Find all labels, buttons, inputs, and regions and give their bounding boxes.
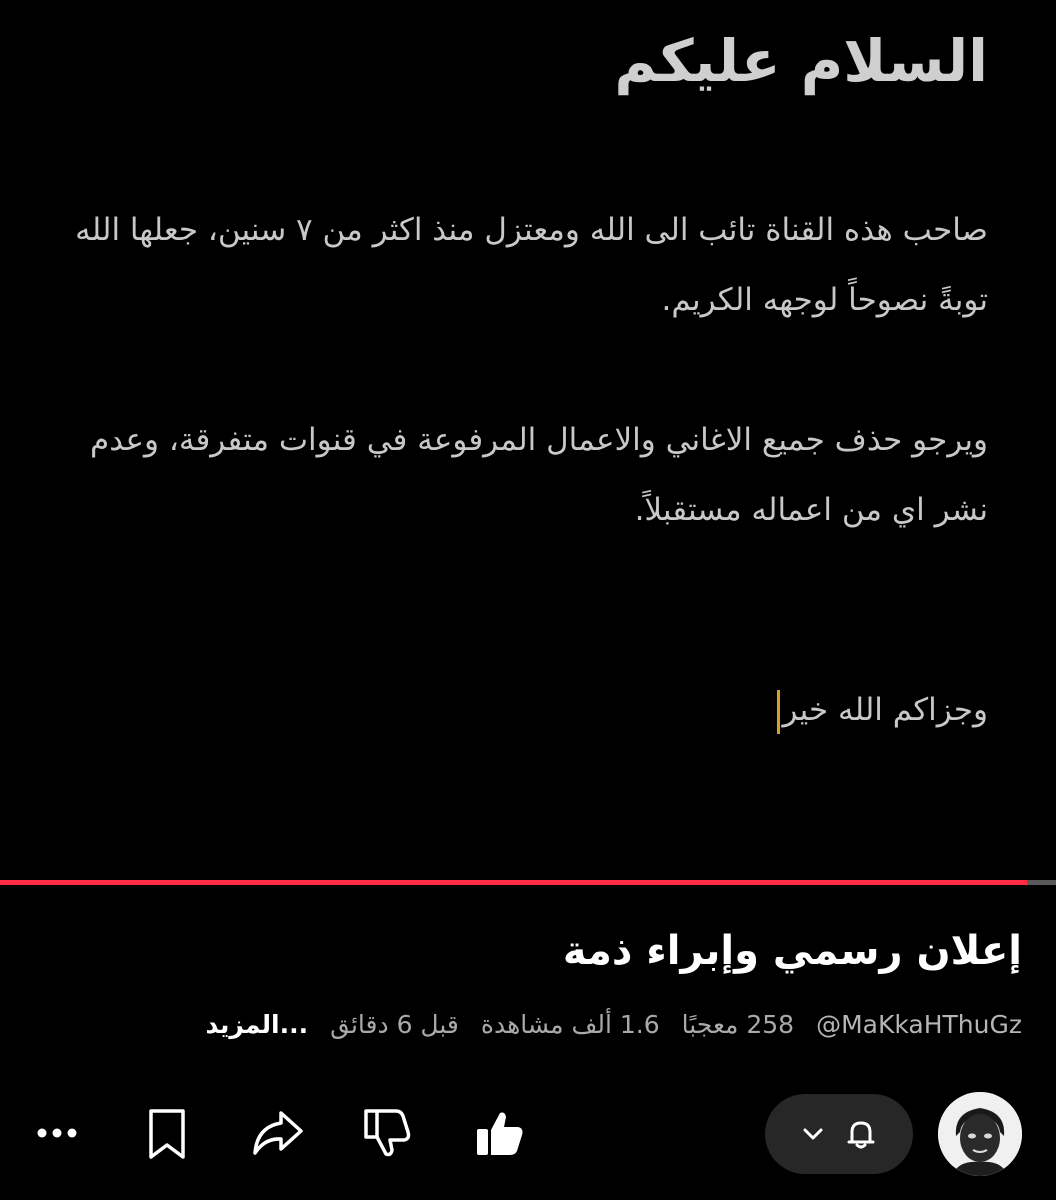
chevron-down-icon <box>799 1120 827 1148</box>
avatar[interactable] <box>938 1092 1022 1176</box>
bell-icon <box>843 1116 879 1152</box>
progress-fill <box>0 880 1027 885</box>
text-caret <box>777 690 780 734</box>
posted-time: قبل 6 دقائق <box>330 1010 459 1039</box>
view-count: 1.6 ألف مشاهدة <box>480 1010 660 1039</box>
video-paragraph-2: ويرجو حذف جميع الاغاني والاعمال المرفوعة في قنوات متفرقة، وعدم نشر اي من اعماله مستقبلاً. <box>90 422 988 528</box>
more-options-icon <box>27 1103 87 1163</box>
progress-bar[interactable] <box>0 880 1056 885</box>
share-button[interactable] <box>244 1100 310 1166</box>
video-paragraph-1: صاحب هذه القناة تائب الى الله ومعتزل منذ اكثر من ٧ سنين، جعلها الله توبةً نصوحاً لوجهه الكريم. <box>75 212 988 318</box>
more-link[interactable]: ...المزيد <box>205 1010 309 1039</box>
more-options-button[interactable] <box>24 1100 90 1166</box>
video-title[interactable]: إعلان رسمي وإبراء ذمة <box>562 928 1022 974</box>
save-icon <box>137 1103 197 1163</box>
share-icon <box>247 1103 307 1163</box>
video-closing-text: وجزاكم الله خير <box>782 692 988 728</box>
like-count: 258 معجبًا <box>681 1010 795 1039</box>
dislike-icon <box>358 1103 418 1163</box>
subscription-toggle[interactable] <box>765 1094 913 1174</box>
video-closing-line <box>777 680 988 740</box>
like-button[interactable] <box>466 1100 532 1166</box>
dislike-button[interactable] <box>355 1100 421 1166</box>
video-meta[interactable] <box>206 1010 1023 1039</box>
video-heading: السلام عليكم <box>614 27 988 95</box>
save-button[interactable] <box>134 1100 200 1166</box>
like-icon <box>469 1103 529 1163</box>
channel-handle[interactable]: @MaKkaHThuGz <box>816 1010 1022 1039</box>
